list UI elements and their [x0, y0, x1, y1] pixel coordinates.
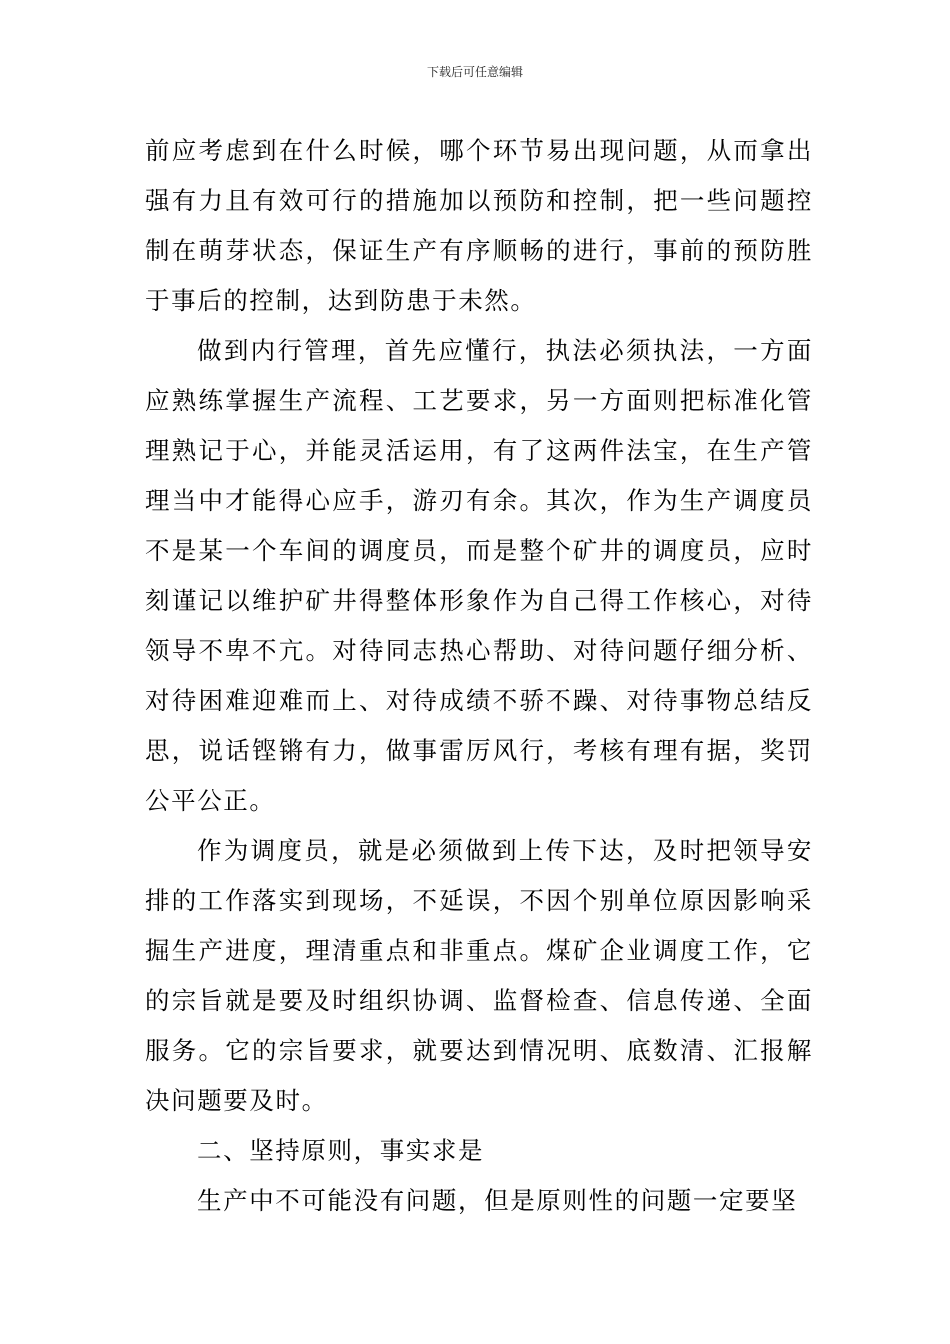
section-heading: 二、坚持原则，事实求是	[197, 1136, 485, 1165]
page-header: 下载后可任意编辑	[426, 65, 523, 79]
paragraph-dispatcher-role: 作为调度员，就是必须做到上传下达，及时把领导安排的工作落实到现场，不延误，不因个别单位原因影响采掘生产进度，理清重点和非重点。煤矿企业调度工作，它的宗旨就是要及时组织协调、监督检查、信息传递、全面服务。它的宗旨要求，就要达到情况明、底数清、汇报解决问题要及时。	[145, 836, 813, 1115]
document-body	[145, 126, 813, 1226]
paragraph-internal-management: 做到内行管理，首先应懂行，执法必须执法，一方面应熟练掌握生产流程、工艺要求，另一方面则把标准化管理熟记于心，并能灵活运用，有了这两件法宝，在生产管理当中才能得心应手，游刃有余。其次，作为生产调度员不是某一个车间的调度员，而是整个矿井的调度员，应时刻谨记以维护矿井得整体形象作为自己得工作核心，对待领导不卑不亢。对待同志热心帮助、对待问题仔细分析、对待困难迎难而上、对待成绩不骄不躁、对待事物总结反思，说话铿锵有力，做事雷厉风行，考核有理有据，奖罚公平公正。	[145, 336, 813, 815]
paragraph-principle: 生产中不可能没有问题，但是原则性的问题一定要坚	[197, 1186, 798, 1215]
paragraph-continuation: 前应考虑到在什么时候，哪个环节易出现问题，从而拿出强有力且有效可行的措施加以预防和控制，把一些问题控制在萌芽状态，保证生产有序顺畅的进行，事前的预防胜于事后的控制，达到防患于未然。	[145, 136, 813, 315]
